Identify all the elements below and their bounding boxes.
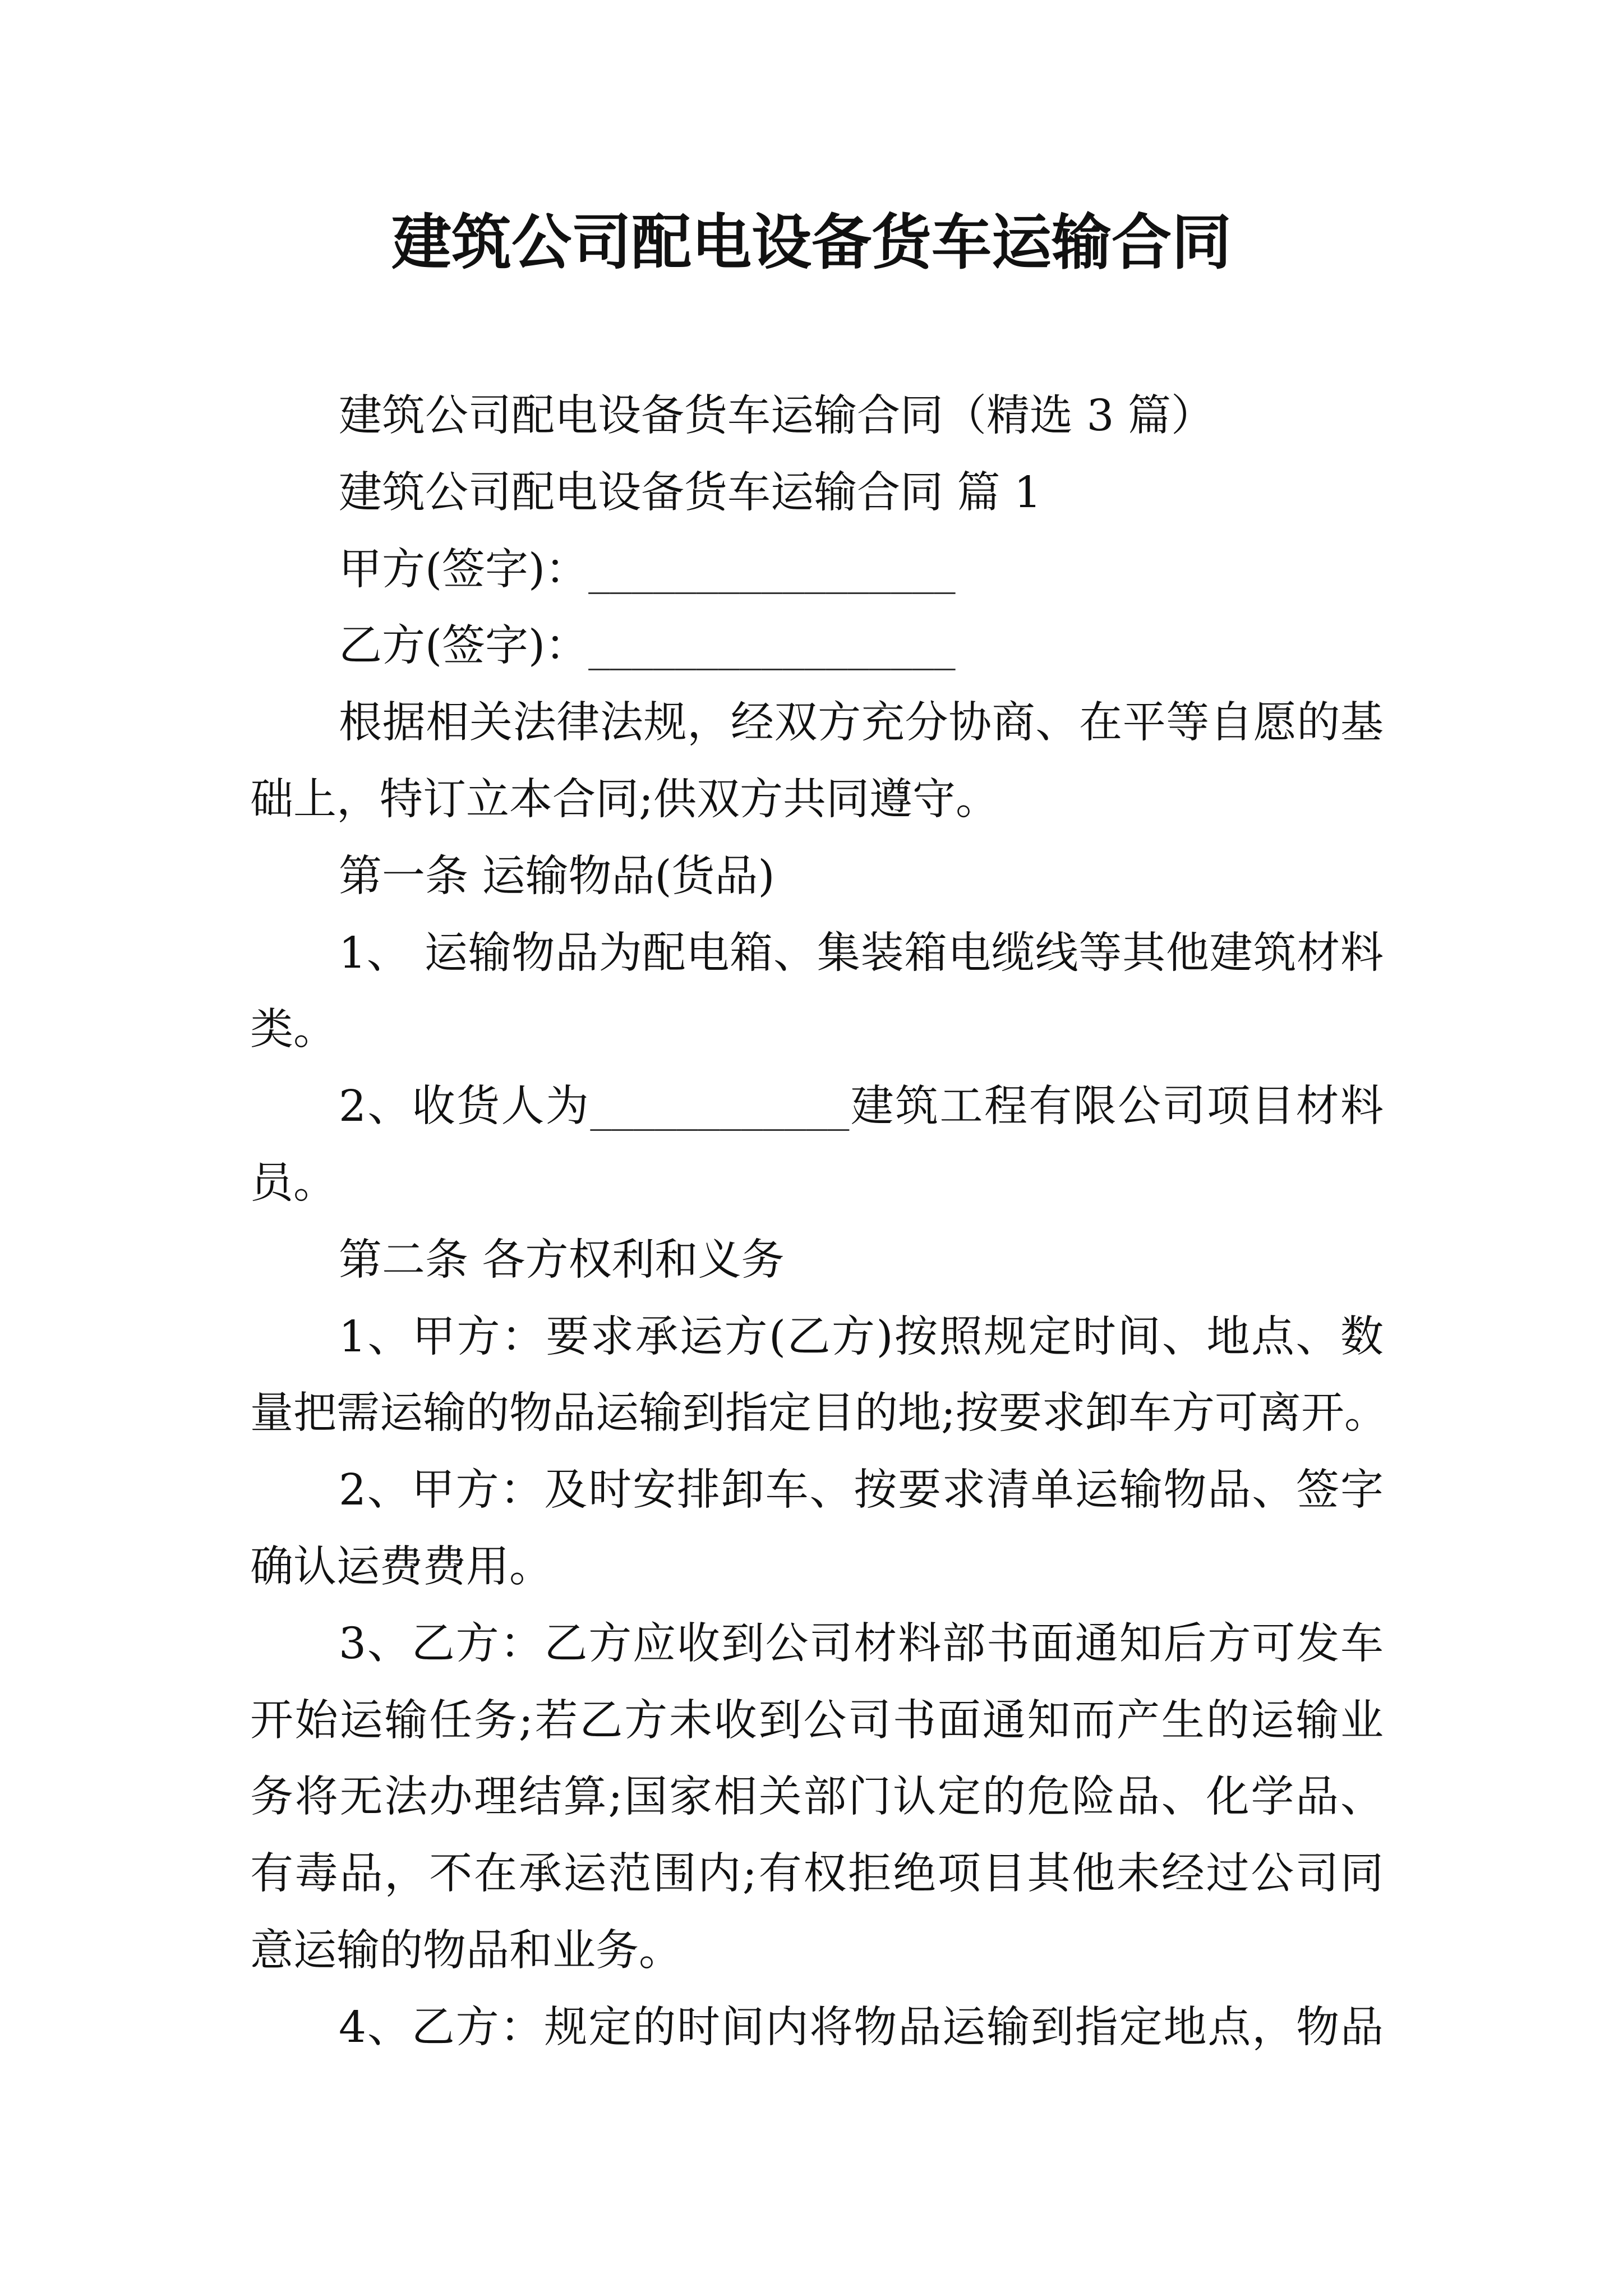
consignee-blank: ____________	[590, 1082, 850, 1132]
article-1-heading: 第一条 运输物品(货品)	[339, 851, 775, 901]
paragraph-line: 根据相关法律法规，经双方充分协商、在平等自愿的基	[339, 698, 1384, 748]
article-1-item-2	[250, 1069, 1384, 1222]
party-a-label: 甲方(签字)：	[339, 544, 589, 595]
paragraph-line: 员。	[250, 1158, 336, 1208]
party-a-signature-blank: _________________	[588, 544, 956, 595]
document-body	[250, 378, 1387, 2067]
paragraph-line: 3、乙方：乙方应收到公司材料部书面通知后方可发车	[339, 1618, 1384, 1669]
preamble-paragraph	[250, 685, 1384, 839]
article-2-item-1	[250, 1299, 1387, 1453]
article-2-item-2	[250, 1452, 1384, 1606]
paragraph-line: 1、甲方：要求承运方(乙方)按照规定时间、地点、数	[339, 1312, 1384, 1362]
paragraph-line: 确认运费费用。	[250, 1542, 552, 1592]
paragraph-line: 有毒品，不在承运范围内;有权拒绝项目其他未经过公司同	[250, 1849, 1384, 1899]
paragraph-line: 务将无法办理结算;国家相关部门认定的危险品、化学品、	[250, 1772, 1384, 1823]
contract-heading: 建筑公司配电设备货车运输合同 篇 1	[339, 467, 1041, 518]
paragraph-line: 开始运输任务;若乙方未收到公司书面通知而产生的运输业	[250, 1695, 1384, 1746]
consignee-prefix: 2、收货人为	[339, 1082, 591, 1132]
paragraph-line	[250, 1069, 1384, 1145]
paragraph-line: 础上，特订立本合同;供双方共同遵守。	[250, 774, 999, 825]
party-b-signature-blank: _________________	[588, 621, 956, 671]
paragraph-line: 1、 运输物品为配电箱、集装箱电缆线等其他建筑材料	[339, 928, 1384, 978]
party-b-label: 乙方(签字)：	[339, 621, 589, 671]
party-b-signature-line	[250, 608, 1384, 685]
paragraph-line: 量把需运输的物品运输到指定目的地;按要求卸车方可离开。	[250, 1388, 1387, 1439]
paragraph-line: 4、乙方：规定的时间内将物品运输到指定地点，物品	[339, 2002, 1384, 2053]
paragraph-line: 意运输的物品和业务。	[250, 1925, 682, 1976]
document-title: 建筑公司配电设备货车运输合同	[391, 208, 1232, 278]
collection-title: 建筑公司配电设备货车运输合同（精选 3 篇）	[339, 391, 1214, 441]
paragraph-line: 2、甲方：及时安排卸车、按要求清单运输物品、签字	[339, 1465, 1384, 1516]
article-2-item-4	[250, 1990, 1384, 2067]
article-2-item-3	[250, 1606, 1384, 1990]
paragraph-line: 类。	[250, 1005, 336, 1055]
article-1-item-1	[250, 915, 1384, 1069]
party-a-signature-line	[250, 532, 1384, 609]
article-2-heading: 第二条 各方权利和义务	[339, 1235, 785, 1285]
consignee-suffix: 建筑工程有限公司项目材料	[849, 1082, 1384, 1132]
